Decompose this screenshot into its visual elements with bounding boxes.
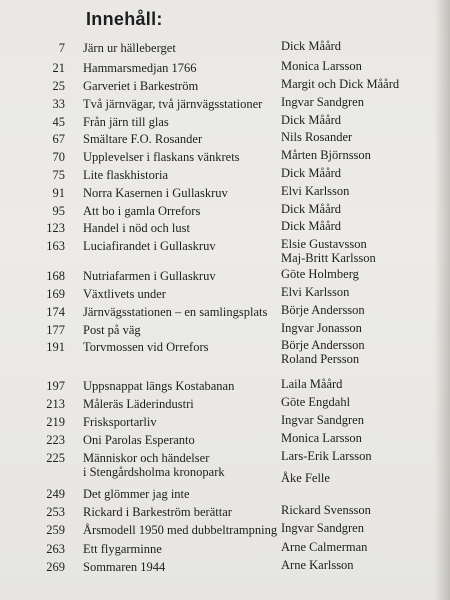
toc-title-line: Årsmodell 1950 med dubbeltrampning [83, 523, 278, 537]
toc-title-line: Hammarsmedjan 1766 [83, 61, 197, 75]
toc-title-line: Garveriet i Barkeström [83, 79, 199, 93]
toc-page-number: 197 [46, 379, 65, 393]
toc-page-number: 223 [46, 433, 65, 447]
toc-entry-title [83, 186, 283, 200]
toc-entry-title [83, 239, 283, 253]
toc-page-number: 33 [52, 97, 65, 111]
toc-entry-author [281, 166, 431, 180]
toc-page-number: 259 [46, 523, 65, 537]
toc-page-number: 25 [52, 79, 65, 93]
toc-entry-title [83, 97, 283, 111]
toc-entry-author [281, 219, 431, 233]
toc-author-name: Börje Andersson [281, 303, 365, 317]
toc-entry-author [281, 267, 431, 281]
toc-title-line: Smältare F.O. Rosander [83, 132, 203, 146]
toc-page-number: 75 [52, 168, 65, 182]
toc-title-line: Luciafirandet i Gullaskruv [83, 239, 216, 253]
page-edge-shadow [434, 0, 450, 600]
toc-entry-author [281, 449, 431, 463]
toc-entry-title [83, 487, 283, 501]
toc-page-number: 269 [46, 560, 65, 574]
toc-title-line: Post på väg [83, 323, 141, 337]
toc-title-line: Ett flygarminne [83, 542, 162, 556]
toc-entry-title [83, 523, 283, 537]
toc-entry-title [83, 305, 283, 319]
toc-title-line: Växtlivets under [83, 287, 166, 301]
toc-author-name: Ingvar Sandgren [281, 413, 364, 427]
toc-author-name: Göte Holmberg [281, 267, 359, 281]
toc-page-number: 219 [46, 415, 65, 429]
toc-entry-title [83, 560, 283, 574]
toc-entry-title [83, 269, 283, 283]
toc-title-line: Oni Parolas Esperanto [83, 433, 195, 447]
toc-author-name: Lars-Erik Larsson [281, 449, 372, 463]
toc-entry-title [83, 340, 283, 354]
toc-title-line: Det glömmer jag inte [83, 487, 190, 501]
toc-entry-title [83, 323, 283, 337]
toc-title-line: Nutriafarmen i Gullaskruv [83, 269, 216, 283]
toc-entry-title [83, 204, 283, 218]
toc-entry-title [83, 150, 283, 164]
toc-entry-title [83, 61, 283, 75]
toc-author-name: Maj-Britt Karlsson [281, 251, 376, 265]
toc-page-number: 95 [52, 204, 65, 218]
toc-page-number: 263 [46, 542, 65, 556]
toc-entry-author [281, 285, 431, 299]
toc-entry-author [281, 503, 431, 517]
toc-entry-author [281, 39, 431, 53]
toc-entry-author [281, 321, 431, 335]
toc-entry-author [281, 338, 431, 366]
toc-title-line: Två järnvägar, två järnvägsstationer [83, 97, 263, 111]
toc-entry-title [83, 79, 283, 93]
toc-title-line: Sommaren 1944 [83, 560, 166, 574]
toc-author-name: Dick Måård [281, 219, 342, 233]
toc-title-line: Järnvägsstationen – en samlingsplats [83, 305, 268, 319]
toc-entry-author [281, 95, 431, 109]
toc-entry-title [83, 415, 283, 429]
toc-title-line: Uppsnappat längs Kostabanan [83, 379, 235, 393]
toc-title-line: i Stengårdsholma kronopark [83, 465, 225, 479]
toc-author-name: Nils Rosander [281, 130, 353, 144]
toc-author-name: Göte Engdahl [281, 395, 351, 409]
toc-entry-author [281, 148, 431, 162]
toc-author-name: Börje Andersson [281, 338, 365, 352]
toc-author-name: Laila Måård [281, 377, 343, 391]
toc-entry-author [281, 303, 431, 317]
toc-page-number: 163 [46, 239, 65, 253]
toc-page-number: 21 [52, 61, 65, 75]
toc-page-number: 249 [46, 487, 65, 501]
toc-page-number: 169 [46, 287, 65, 301]
toc-entry-title [83, 287, 283, 301]
toc-author-name: Elvi Karlsson [281, 285, 350, 299]
toc-page-number: 253 [46, 505, 65, 519]
toc-author-name: Åke Felle [281, 471, 330, 485]
toc-entry-title [83, 397, 283, 411]
toc-entry-author [281, 395, 431, 409]
toc-entry-author [281, 471, 431, 485]
toc-author-name: Ingvar Sandgren [281, 95, 364, 109]
toc-entry-title [83, 505, 283, 519]
toc-title-line: Handel i nöd och lust [83, 221, 190, 235]
toc-author-name: Ingvar Sandgren [281, 521, 364, 535]
toc-page-number: 91 [52, 186, 65, 200]
toc-author-name: Monica Larsson [281, 431, 362, 445]
toc-author-name: Rickard Svensson [281, 503, 371, 517]
toc-entry-author [281, 521, 431, 535]
toc-title-line: Måleräs Läderindustri [83, 397, 194, 411]
toc-author-name: Elvi Karlsson [281, 184, 350, 198]
toc-entry-title [83, 433, 283, 447]
toc-author-name: Mårten Björnsson [281, 148, 371, 162]
toc-entry-author [281, 59, 431, 73]
toc-entry-title [83, 379, 283, 393]
toc-title-line: Frisksportarliv [83, 415, 157, 429]
toc-page-number: 7 [58, 41, 65, 55]
toc-page-number: 123 [46, 221, 65, 235]
toc-author-name: Monica Larsson [281, 59, 362, 73]
toc-entry-author [281, 540, 431, 554]
toc-author-name: Dick Måård [281, 39, 342, 53]
toc-title-line: Järn ur hälleberget [83, 41, 176, 55]
toc-author-name: Dick Måård [281, 202, 342, 216]
toc-author-name: Margit och Dick Måård [281, 77, 400, 91]
toc-page-number: 177 [46, 323, 65, 337]
toc-author-name: Roland Persson [281, 352, 360, 366]
toc-page-number: 225 [46, 451, 65, 465]
toc-page-number: 70 [52, 150, 65, 164]
toc-page-number: 67 [52, 132, 65, 146]
toc-page-number: 191 [46, 340, 65, 354]
page-title: Innehåll: [86, 9, 163, 29]
toc-title-line: Från järn till glas [83, 115, 169, 129]
toc-title-line: Norra Kasernen i Gullaskruv [83, 186, 228, 200]
toc-author-name: Ingvar Jonasson [281, 321, 362, 335]
toc-entry-author [281, 77, 431, 91]
toc-page-number: 45 [52, 115, 65, 129]
toc-entry-author [281, 113, 431, 127]
toc-page-number: 168 [46, 269, 65, 283]
toc-entry-title [83, 41, 283, 55]
toc-author-name: Elsie Gustavsson [281, 237, 367, 251]
toc-title-line: Torvmossen vid Orrefors [83, 340, 209, 354]
toc-entry-author [281, 237, 431, 265]
toc-entry-author [281, 558, 431, 572]
toc-entry-author [281, 377, 431, 391]
toc-entry-title [83, 115, 283, 129]
toc-entry-title [83, 542, 283, 556]
toc-author-name: Dick Måård [281, 113, 342, 127]
toc-title-line: Människor och händelser [83, 451, 210, 465]
toc-title-line: Att bo i gamla Orrefors [83, 204, 201, 218]
toc-entry-author [281, 202, 431, 216]
toc-author-name: Dick Måård [281, 166, 342, 180]
toc-page-number: 174 [46, 305, 65, 319]
toc-entry-author [281, 130, 431, 144]
toc-title-line: Lite flaskhistoria [83, 168, 169, 182]
toc-entry-author [281, 413, 431, 427]
toc-entry-author [281, 184, 431, 198]
toc-entry-author [281, 431, 431, 445]
toc-entry-title [83, 132, 283, 146]
toc-page-number: 213 [46, 397, 65, 411]
toc-author-name: Arne Karlsson [281, 558, 354, 572]
toc-title-line: Upplevelser i flaskans vänkrets [83, 150, 240, 164]
toc-title-line: Rickard i Barkeström berättar [83, 505, 232, 519]
toc-entry-title [83, 221, 283, 235]
toc-author-name: Arne Calmerman [281, 540, 368, 554]
toc-entry-title [83, 168, 283, 182]
toc-entry-title [83, 451, 283, 479]
